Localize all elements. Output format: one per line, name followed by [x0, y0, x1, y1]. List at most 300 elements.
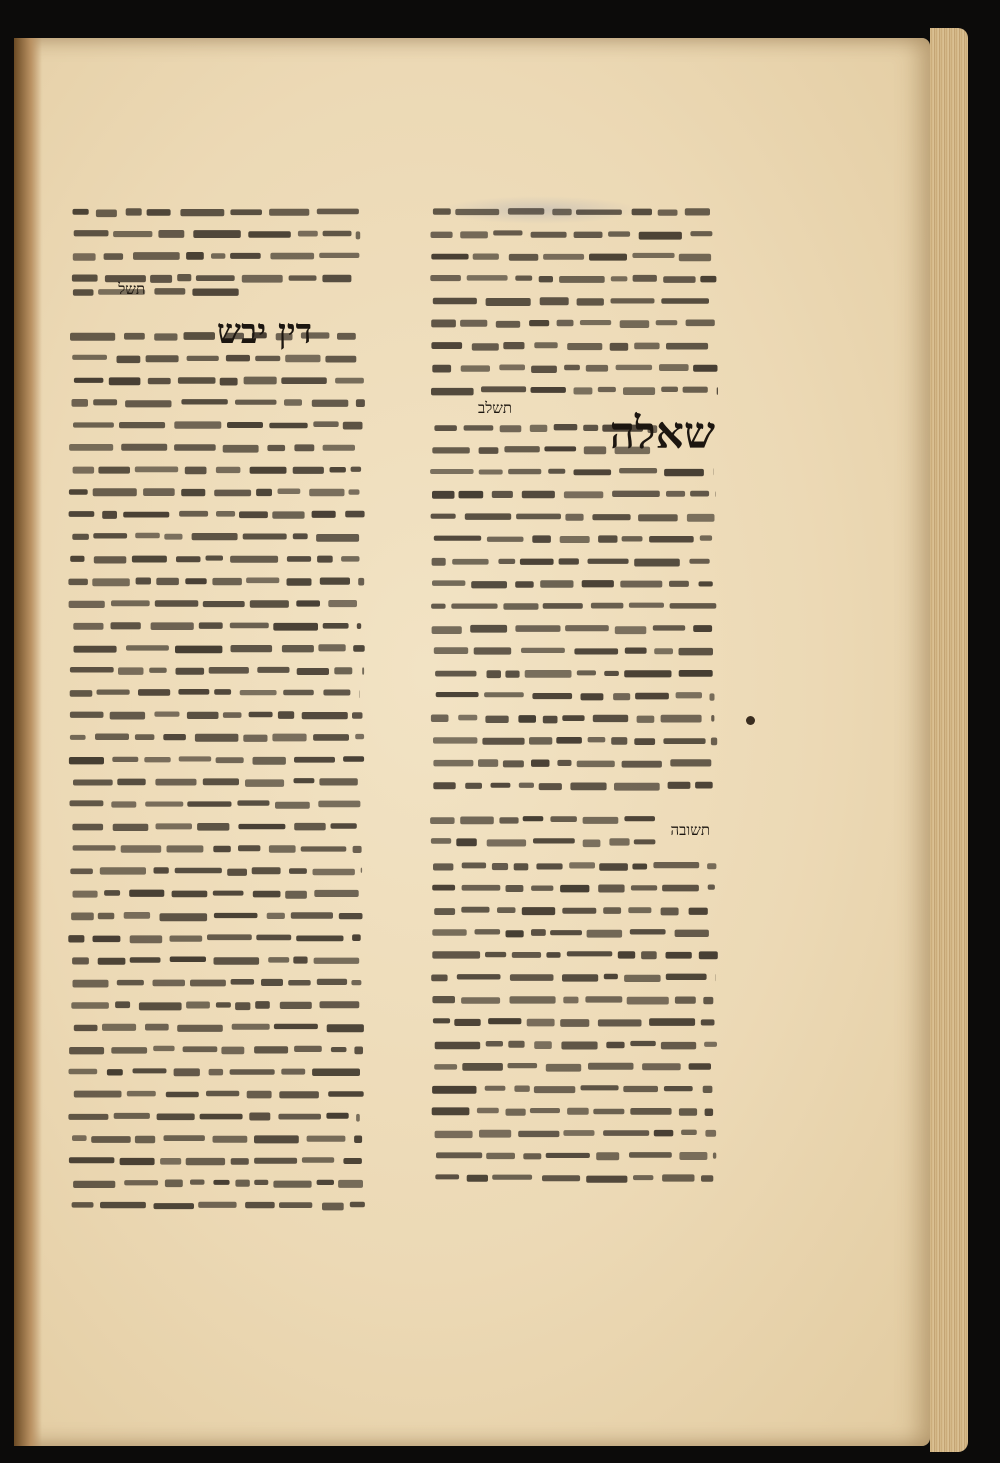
text-line-word: [623, 1086, 658, 1092]
text-line-word: [164, 534, 182, 540]
text-line-word: [433, 298, 477, 305]
text-line-word: [556, 737, 582, 744]
text-line-word: [96, 210, 117, 218]
text-line-word: [68, 1114, 108, 1120]
text-line-word: [73, 623, 103, 630]
text-line-word: [563, 1130, 594, 1136]
text-line-word: [190, 980, 226, 987]
text-line-word: [635, 693, 669, 700]
text-line-word: [72, 1135, 87, 1141]
text-line-word: [679, 670, 713, 677]
text-line-word: [598, 387, 616, 392]
text-line-word: [230, 1069, 275, 1075]
text-line-word: [663, 276, 695, 283]
text-line-word: [539, 783, 562, 790]
text-line-word: [73, 253, 96, 260]
text-line-word: [211, 253, 225, 259]
text-line-word: [562, 908, 596, 914]
text-line-word: [261, 979, 283, 986]
text-line-word: [192, 533, 238, 540]
text-line-word: [343, 756, 364, 762]
text-line-word: [214, 957, 260, 965]
text-line-word: [326, 1113, 348, 1119]
text-line-word: [630, 929, 666, 934]
text-line-word: [559, 558, 579, 564]
text-line-word: [254, 1135, 299, 1143]
text-line-word: [586, 1176, 627, 1183]
text-line-word: [199, 622, 223, 629]
text-line-word: [550, 816, 577, 822]
text-line-word: [287, 578, 312, 586]
text-line-word: [582, 580, 614, 587]
text-line-word: [539, 276, 553, 282]
question-heading: שאלה: [609, 408, 715, 459]
text-line-word: [523, 816, 544, 821]
text-line-word: [583, 425, 598, 431]
text-line-word: [567, 951, 613, 956]
text-line-word: [432, 885, 455, 891]
text-line-word: [200, 1114, 243, 1120]
text-line-word: [272, 734, 306, 742]
text-line-word: [461, 907, 489, 913]
text-line-word: [285, 355, 320, 363]
text-line-word: [546, 1064, 581, 1072]
text-line-word: [461, 997, 500, 1003]
text-line-word: [629, 603, 664, 608]
text-line-word: [330, 467, 346, 473]
text-line-word: [350, 1202, 365, 1208]
text-line-word: [317, 556, 333, 563]
text-line-word: [430, 817, 455, 824]
text-line-word: [254, 1180, 268, 1185]
text-line-word: [603, 907, 621, 914]
text-line-word: [323, 690, 350, 696]
text-line-word: [216, 1002, 231, 1007]
text-line-word: [695, 782, 713, 789]
text-line-word: [653, 625, 685, 630]
text-line-word: [532, 693, 572, 699]
text-line-word: [231, 645, 273, 652]
text-line-word: [279, 1091, 319, 1098]
text-line-word: [499, 365, 525, 371]
text-line-word: [70, 869, 93, 875]
text-line-word: [704, 1042, 717, 1047]
text-line-word: [521, 648, 565, 653]
text-line-word: [166, 1092, 199, 1098]
text-line-word: [612, 491, 660, 497]
text-line-word: [175, 646, 222, 654]
text-line-word: [472, 343, 499, 350]
text-line-word: [689, 908, 708, 915]
text-line-word: [589, 254, 627, 261]
text-line-word: [206, 1091, 239, 1097]
text-line-word: [430, 275, 461, 281]
text-line-word: [666, 491, 685, 497]
text-line-word: [178, 377, 216, 384]
text-line-word: [289, 868, 307, 874]
text-line-word: [461, 365, 490, 371]
text-line-word: [198, 1202, 236, 1208]
text-line-word: [338, 1180, 363, 1188]
text-line-word: [73, 422, 114, 427]
text-line-word: [540, 580, 573, 588]
text-line-word: [624, 670, 671, 677]
text-line-word: [522, 491, 555, 498]
text-line-word: [560, 1019, 589, 1027]
text-line-word: [272, 511, 304, 518]
text-line-word: [111, 600, 150, 606]
text-line-word: [574, 232, 603, 238]
text-line-word: [565, 625, 609, 631]
text-line-word: [197, 823, 229, 831]
text-line-word: [132, 556, 167, 563]
text-line-word: [150, 275, 172, 283]
text-line-word: [135, 533, 160, 539]
text-line-word: [235, 1002, 250, 1010]
text-line-word: [529, 737, 552, 745]
text-line-word: [529, 320, 549, 326]
text-line-word: [323, 623, 349, 629]
text-line-word: [181, 489, 205, 496]
text-line-word: [705, 1109, 714, 1117]
text-line-word: [654, 648, 673, 654]
text-line-word: [145, 1024, 169, 1031]
text-line-word: [459, 491, 484, 499]
text-line-word: [74, 646, 117, 653]
text-line-word: [124, 333, 145, 340]
text-line-word: [288, 980, 311, 986]
text-line-word: [616, 365, 653, 370]
text-line-word: [238, 824, 285, 829]
text-line-word: [281, 377, 327, 384]
text-line-word: [73, 780, 113, 786]
text-line-word: [685, 208, 710, 215]
text-line-word: [478, 759, 498, 767]
text-line-word: [129, 890, 164, 897]
text-line-word: [479, 1130, 511, 1138]
text-line-word: [70, 333, 115, 341]
text-line-word: [245, 779, 284, 787]
text-line-word: [713, 1153, 716, 1159]
text-line-word: [693, 625, 712, 632]
text-line-word: [154, 333, 177, 340]
text-line-word: [460, 231, 488, 238]
text-line-word: [73, 845, 116, 850]
text-line-word: [94, 556, 127, 563]
text-line-word: [628, 907, 651, 913]
text-line-word: [632, 253, 674, 258]
text-line-word: [72, 1202, 94, 1208]
text-line-word: [69, 489, 88, 495]
text-line-word: [309, 489, 344, 497]
text-line-word: [486, 1041, 503, 1047]
text-line-word: [499, 817, 518, 823]
text-line-word: [701, 1175, 713, 1182]
text-line-word: [664, 469, 704, 476]
text-line-word: [543, 716, 558, 724]
text-line-word: [431, 232, 453, 238]
text-line-word: [93, 399, 117, 405]
text-line-word: [133, 1068, 167, 1073]
text-line-word: [354, 1047, 363, 1055]
text-line-word: [675, 997, 696, 1004]
text-line-word: [433, 760, 473, 767]
text-line-word: [432, 580, 465, 586]
text-line-word: [611, 737, 627, 745]
text-line-word: [699, 951, 718, 959]
text-line-word: [126, 645, 169, 650]
text-line-word: [701, 1019, 715, 1025]
text-line-word: [349, 489, 360, 494]
text-line-word: [509, 254, 539, 261]
text-line-word: [73, 891, 98, 898]
text-line-word: [475, 929, 501, 934]
text-line-word: [717, 387, 718, 395]
text-line-word: [434, 425, 457, 431]
text-line-word: [257, 667, 289, 673]
text-line-word: [669, 581, 689, 587]
text-line-word: [291, 912, 333, 918]
text-line-word: [356, 231, 361, 239]
text-line-word: [174, 1068, 200, 1076]
text-line-word: [487, 670, 502, 678]
text-line-word: [481, 386, 526, 392]
text-line-word: [123, 512, 169, 518]
text-line-word: [659, 364, 689, 371]
text-line-word: [531, 232, 567, 238]
text-line-word: [255, 1001, 270, 1009]
text-line-word: [465, 513, 511, 520]
text-line-word: [104, 253, 124, 260]
text-line-word: [242, 275, 283, 283]
text-line-word: [213, 1180, 229, 1185]
text-line-word: [318, 801, 360, 808]
text-line-word: [633, 275, 657, 282]
text-line-word: [675, 930, 709, 937]
text-line-word: [186, 252, 204, 260]
text-line-word: [68, 579, 88, 586]
text-line-word: [598, 1019, 642, 1026]
text-line-word: [172, 891, 208, 898]
text-line-word: [230, 623, 269, 629]
text-line-word: [580, 320, 611, 325]
ink-spot: [746, 716, 755, 725]
text-line-word: [69, 511, 95, 517]
text-line-word: [91, 1136, 131, 1143]
text-line-word: [158, 230, 184, 238]
text-line-word: [557, 760, 571, 766]
text-line-word: [432, 558, 446, 566]
text-line-word: [548, 469, 565, 474]
text-line-word: [658, 210, 678, 216]
text-line-word: [313, 734, 349, 741]
text-line-word: [227, 422, 263, 428]
text-line-word: [238, 845, 260, 851]
text-line-word: [585, 996, 622, 1002]
text-line-word: [232, 1024, 270, 1030]
text-line-word: [270, 253, 314, 260]
text-line-word: [237, 800, 269, 805]
text-line-word: [113, 824, 149, 831]
text-line-word: [606, 1042, 624, 1049]
text-line-word: [577, 761, 615, 768]
text-line-word: [298, 231, 318, 237]
text-line-word: [206, 556, 224, 561]
text-line-word: [561, 1042, 597, 1050]
text-line-word: [581, 1085, 619, 1090]
text-line-word: [155, 600, 199, 606]
text-line-word: [252, 867, 281, 874]
text-line-word: [279, 1202, 312, 1208]
text-line-word: [147, 209, 171, 216]
text-line-word: [508, 469, 541, 474]
text-line-word: [588, 1063, 634, 1070]
text-line-word: [634, 343, 659, 350]
text-line-word: [93, 488, 137, 496]
text-line-word: [235, 1180, 249, 1187]
text-line-word: [467, 275, 508, 281]
text-line-word: [574, 469, 612, 475]
text-line-word: [633, 1175, 653, 1180]
text-line-word: [506, 1109, 526, 1116]
text-line-word: [534, 1041, 552, 1049]
text-line-word: [536, 863, 562, 869]
text-line-word: [432, 626, 462, 634]
text-line-word: [247, 1091, 272, 1099]
text-line-word: [124, 912, 150, 919]
text-line-word: [540, 297, 569, 305]
text-line-word: [296, 600, 320, 606]
text-line-word: [430, 469, 474, 474]
text-line-word: [552, 209, 571, 216]
text-line-word: [69, 601, 105, 608]
text-line-word: [458, 715, 477, 721]
text-line-word: [484, 692, 524, 697]
text-line-word: [269, 209, 309, 216]
text-line-word: [183, 1046, 218, 1052]
text-line-word: [531, 387, 566, 393]
text-line-word: [599, 863, 628, 871]
text-line-word: [639, 232, 682, 240]
text-line-word: [670, 759, 711, 766]
text-line-word: [700, 535, 712, 540]
text-line-word: [587, 930, 623, 938]
text-line-word: [619, 468, 657, 473]
text-line-word: [341, 556, 359, 562]
text-line-word: [145, 802, 183, 807]
text-line-word: [452, 559, 488, 565]
text-line-word: [456, 838, 477, 846]
text-line-word: [653, 862, 699, 868]
text-line-word: [345, 511, 364, 518]
text-line-word: [100, 867, 146, 874]
text-line-word: [615, 626, 647, 634]
text-line-word: [620, 320, 650, 328]
section-end-mark: תשלב: [477, 399, 512, 417]
text-line-word: [74, 378, 104, 383]
text-line-word: [634, 839, 656, 844]
text-line-word: [361, 868, 362, 873]
text-line-word: [100, 1202, 146, 1208]
text-line-word: [436, 1152, 482, 1158]
text-line-word: [570, 783, 606, 791]
text-line-word: [195, 734, 239, 742]
text-line-word: [534, 342, 557, 348]
text-line-word: [301, 846, 347, 851]
text-line-word: [512, 952, 541, 958]
text-line-word: [153, 1046, 174, 1051]
text-line-word: [567, 343, 602, 350]
text-line-word: [278, 1114, 321, 1120]
text-line-word: [679, 1152, 707, 1160]
text-line-word: [584, 446, 606, 454]
text-line-word: [505, 671, 519, 678]
text-line-word: [434, 647, 468, 654]
text-line-word: [629, 1152, 672, 1158]
text-line-word: [275, 802, 310, 809]
text-line-word: [519, 783, 534, 788]
text-line-word: [622, 761, 662, 768]
text-line-word: [72, 399, 89, 407]
text-line-word: [356, 1114, 360, 1122]
text-line-word: [127, 1091, 156, 1097]
text-line-word: [69, 1157, 115, 1163]
text-line-word: [119, 422, 165, 428]
text-line-word: [508, 1063, 538, 1068]
text-line-word: [118, 667, 144, 675]
text-line-word: [294, 757, 335, 763]
text-line-word: [297, 668, 329, 675]
text-line-word: [302, 712, 348, 719]
text-line-word: [496, 321, 520, 328]
text-line-word: [192, 289, 238, 296]
text-line-word: [214, 490, 251, 497]
text-line-word: [179, 511, 208, 517]
text-line-word: [569, 862, 595, 868]
text-line-word: [74, 230, 109, 236]
text-line-word: [117, 356, 141, 364]
text-line-word: [293, 467, 324, 474]
text-line-word: [577, 670, 596, 675]
text-line-word: [522, 907, 555, 915]
text-line-word: [565, 514, 583, 521]
text-line-word: [493, 230, 522, 235]
text-line-word: [506, 885, 524, 892]
text-line-word: [649, 536, 694, 543]
text-line-word: [632, 864, 647, 870]
text-line-word: [325, 356, 356, 363]
text-line-word: [525, 670, 572, 678]
text-line-word: [268, 957, 289, 963]
text-line-word: [631, 885, 657, 890]
text-line-word: [124, 1180, 158, 1185]
text-line-word: [662, 885, 699, 892]
text-line-word: [576, 210, 622, 215]
text-line-word: [92, 578, 130, 586]
text-line-word: [287, 556, 311, 562]
text-line-word: [654, 1130, 674, 1137]
text-line-word: [592, 514, 630, 520]
text-line-word: [433, 863, 453, 870]
text-line-word: [115, 1001, 130, 1008]
text-line-word: [514, 863, 529, 870]
text-line-word: [689, 559, 709, 564]
text-line-word: [111, 1047, 147, 1054]
text-line-word: [72, 534, 89, 540]
text-line-word: [256, 489, 272, 496]
text-line-word: [506, 930, 524, 937]
text-line-word: [175, 868, 222, 874]
